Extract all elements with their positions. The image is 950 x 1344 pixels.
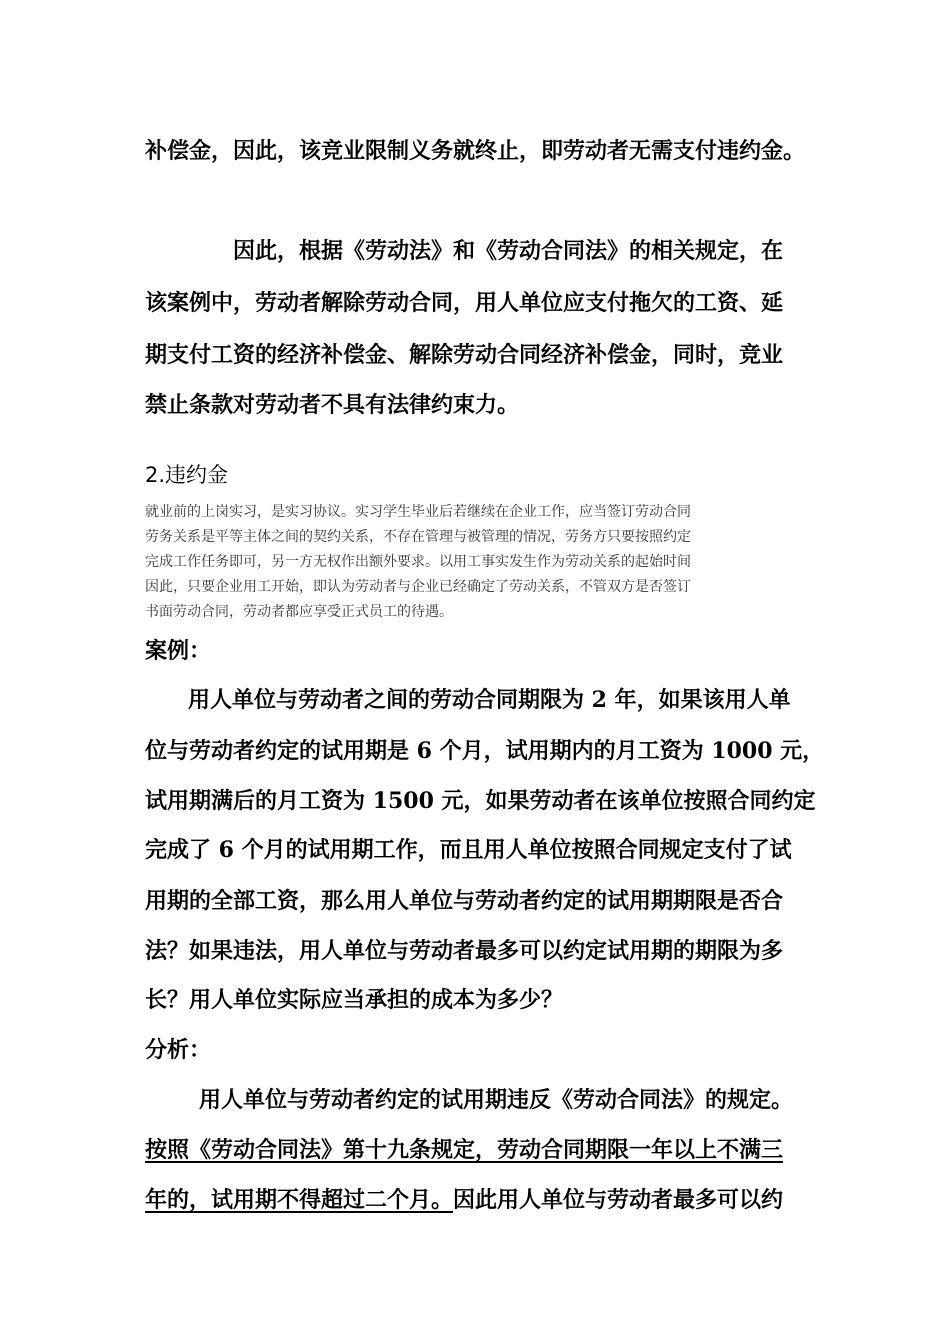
analysis-line-3-underlined: 年的，试用期不得超过二个月。 [145, 1187, 454, 1213]
paragraph1-line-1: 补偿金，因此，该竞业限制义务就终止，即劳动者无需支付违约金。 [145, 138, 806, 164]
case-line-4: 完成了 6 个月的试用期工作，而且用人单位按照合同规定支付了试 [145, 837, 792, 863]
section-heading: 2.违约金 [145, 463, 229, 487]
case-label: 案例： [145, 638, 212, 664]
case-line-5: 用期的全部工资，那么用人单位与劳动者约定的试用期期限是否合 [145, 888, 784, 914]
paragraph2-line-3: 期支付工资的经济补偿金、解除劳动合同经济补偿金，同时，竞业 [145, 342, 784, 368]
case-line-1: 用人单位与劳动者之间的劳动合同期限为 2 年，如果该用人单 [188, 687, 791, 713]
case-line-6: 法？如果违法，用人单位与劳动者最多可以约定试用期的期限为多 [145, 938, 784, 964]
analysis-line-3 [145, 1186, 783, 1214]
analysis-line-1: 用人单位与劳动者约定的试用期违反《劳动合同法》的规定。 [199, 1087, 794, 1113]
small-text-line-2: 劳务关系是平等主体之间的契约关系，不存在管理与被管理的情况，劳务方只要按照约定 [145, 529, 691, 545]
small-text-line-3: 完成工作任务即可，另一方无权作出额外要求。以用工事实发生作为劳动关系的起始时间 [145, 554, 691, 570]
case-line-7: 长？用人单位实际应当承担的成本为多少？ [145, 987, 564, 1013]
analysis-label: 分析： [145, 1037, 212, 1063]
small-text-line-5: 书面劳动合同，劳动者都应享受正式员工的待遇。 [145, 604, 453, 620]
small-text-line-4: 因此，只要企业用工开始，即认为劳动者与企业已经确定了劳动关系，不管双方是否签订 [145, 579, 691, 595]
small-text-line-1: 就业前的上岗实习，是实习协议。实习学生毕业后若继续在企业工作，应当签订劳动合同 [145, 504, 691, 520]
paragraph2-line-4: 禁止条款对劳动者不具有法律约束力。 [145, 392, 520, 418]
paragraph2-line-2: 该案例中，劳动者解除劳动合同，用人单位应支付拖欠的工资、延 [145, 290, 784, 316]
analysis-line-3-rest: 因此用人单位与劳动者最多可以约 [453, 1187, 784, 1213]
case-line-3: 试用期满后的月工资为 1500 元，如果劳动者在该单位按照合同约定 [145, 788, 816, 814]
case-line-2: 位与劳动者约定的试用期是 6 个月，试用期内的月工资为 1000 元， [145, 738, 825, 764]
paragraph2-line-1: 因此，根据《劳动法》和《劳动合同法》的相关规定，在 [233, 238, 784, 264]
analysis-line-2-underlined: 按照《劳动合同法》第十九条规定，劳动合同期限一年以上不满三 [145, 1137, 784, 1163]
